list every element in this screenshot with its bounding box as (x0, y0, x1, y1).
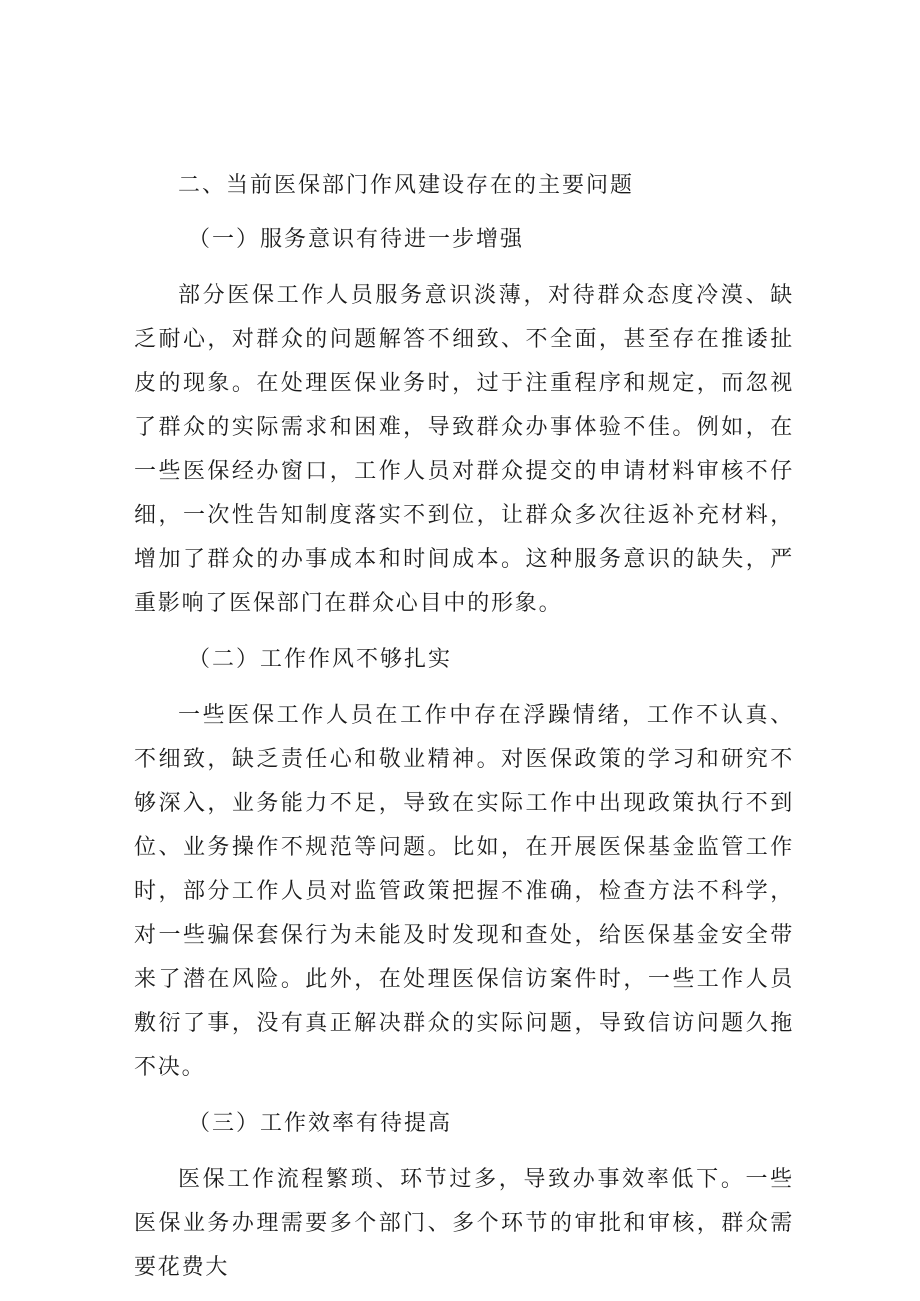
section-heading: 二、当前医保部门作风建设存在的主要问题 (178, 173, 635, 198)
subsection-title-1: （一）服务意识有待进一步增强 (188, 227, 525, 252)
subsection-paragraph-1: 部分医保工作人员服务意识淡薄，对待群众态度冷漠、缺乏耐心，对群众的问题解答不细致、不全面，甚至存在推诿扯皮的现象。在处理医保业务时，过于注重程序和规定，而忽视了群众的实际需求和困难，导致群众办事体验不佳。例如，在一些医保经办窗口，工作人员对群众提交的申请材料审核不仔细，一次性告知制度落实不到位，让群众多次往返补充材料，增加了群众的办事成本和时间成本。这种服务意识的缺失，严重影响了医保部门在群众心目中的形象。 (134, 283, 794, 616)
subsection-title-2: （二）工作作风不够扎实 (188, 647, 453, 672)
document-page (134, 164, 794, 1290)
subsection-paragraph-3: 医保工作流程繁琐、环节过多，导致办事效率低下。一些医保业务办理需要多个部门、多个环节的审批和审核，群众需要花费大 (134, 1167, 794, 1280)
subsection-title-3: （三）工作效率有待提高 (188, 1111, 453, 1136)
subsection-paragraph-2: 一些医保工作人员在工作中存在浮躁情绪，工作不认真、不细致，缺乏责任心和敬业精神。对医保政策的学习和研究不够深入，业务能力不足，导致在实际工作中出现政策执行不到位、业务操作不规范等问题。比如，在开展医保基金监管工作时，部分工作人员对监管政策把握不准确，检查方法不科学，对一些骗保套保行为未能及时发现和查处，给医保基金安全带来了潜在风险。此外，在处理医保信访案件时，一些工作人员敷衍了事，没有真正解决群众的实际问题，导致信访问题久拖不决。 (134, 703, 794, 1080)
